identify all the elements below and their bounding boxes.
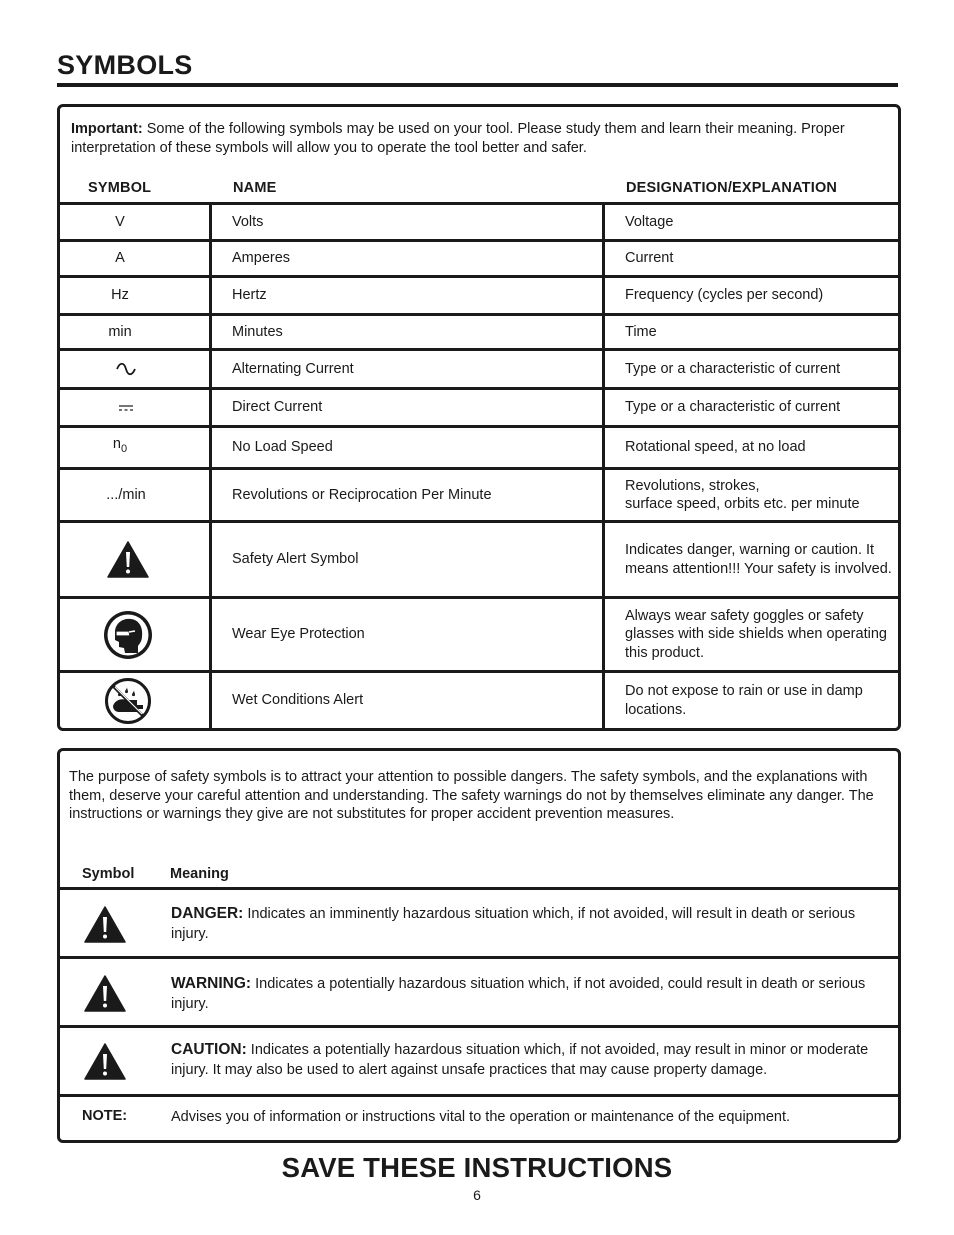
symbol-name: Alternating Current <box>232 360 354 377</box>
symbol-text: V <box>115 213 125 230</box>
table-row <box>60 599 898 670</box>
header-meaning: Meaning <box>170 866 229 882</box>
safety-intro: The purpose of safety symbols is to attract your attention to possible dangers. The safety symbols, and the explanations with them, deserve your careful attention and understanding. The safety warnings do not by themselves eliminate any danger. The instructions or warnings they give are not substitutes for proper accident prevention measures. <box>69 769 874 822</box>
wet-conditions-icon <box>105 678 151 724</box>
eye-protection-icon <box>102 609 154 661</box>
page-number: 6 <box>473 1187 481 1203</box>
table-row <box>60 673 898 728</box>
symbol-desc: Always wear safety goggles or safety glasses with side shields when operating this product. <box>625 607 887 661</box>
symbol-name: Hertz <box>232 287 267 304</box>
symbol-name: Volts <box>232 213 264 230</box>
header-designation: DESIGNATION/EXPLANATION <box>626 180 838 196</box>
symbol-subscript: 0 <box>120 442 128 455</box>
safety-alert-icon <box>107 541 149 578</box>
danger-text: Indicates an imminently hazardous situation which, if not avoided, will result in death or serious injury. <box>171 906 856 942</box>
symbol-desc: Indicates danger, warning or caution. It means attention!!! Your safety is involved. <box>625 542 892 577</box>
table-row <box>60 470 898 520</box>
warning-row <box>60 959 898 1025</box>
symbol-desc: Frequency (cycles per second) <box>625 287 824 304</box>
caution-text: Indicates a potentially hazardous situation which, if not avoided, may result in minor or moderate injury. It may also be used to alert against unsafe practices that may cause property damage. <box>171 1042 869 1078</box>
symbol-text: A <box>115 250 125 267</box>
danger-row <box>60 890 898 956</box>
table-row <box>60 205 898 239</box>
safety-alert-icon <box>84 1043 126 1080</box>
symbol-desc-line: Revolutions, strokes, <box>625 477 760 494</box>
title-rule <box>57 83 898 87</box>
symbol-desc-line: surface speed, orbits etc. per minute <box>625 496 860 512</box>
note-label: NOTE: <box>82 1108 128 1124</box>
direct-current-icon <box>118 404 134 412</box>
note-row <box>60 1097 898 1140</box>
symbols-table-box <box>57 104 901 731</box>
header-symbol: SYMBOL <box>88 180 152 196</box>
symbol-text: min <box>108 323 132 340</box>
safety-symbols-box <box>57 748 901 1143</box>
table-row <box>60 428 898 467</box>
caution-label: CAUTION: <box>171 1041 247 1058</box>
symbol-name: Revolutions or Reciprocation Per Minute <box>232 486 492 503</box>
table-row <box>60 278 898 313</box>
warning-label: WARNING: <box>171 975 252 992</box>
important-text: Some of the following symbols may be used on your tool. Please study them and learn their meaning. Proper interpretation of these symbols will allow you to operate the tool better and safer. <box>71 121 845 156</box>
symbol-desc: Time <box>625 323 657 340</box>
symbol-n: n <box>112 435 121 452</box>
symbol-desc: Current <box>625 250 674 267</box>
table-row <box>60 390 898 425</box>
symbol-text: Hz <box>111 287 129 304</box>
page-title: SYMBOLS <box>57 50 193 80</box>
symbol-name: Safety Alert Symbol <box>232 551 359 568</box>
symbol-name: No Load Speed <box>232 439 333 456</box>
important-label: Important: <box>71 121 143 137</box>
header-name: NAME <box>233 180 277 196</box>
save-instructions-title: SAVE THESE INSTRUCTIONS <box>281 1152 673 1183</box>
symbol-desc: Do not expose to rain or use in damp locations. <box>625 683 863 718</box>
table-row <box>60 351 898 387</box>
symbol-name: Wear Eye Protection <box>232 626 365 643</box>
symbol-desc: Rotational speed, at no load <box>625 439 806 456</box>
table-row <box>60 316 898 348</box>
alternating-current-icon <box>115 362 137 376</box>
warning-text: Indicates a potentially hazardous situation which, if not avoided, could result in death or serious injury. <box>171 976 866 1012</box>
caution-row <box>60 1028 898 1094</box>
symbol-desc: Type or a characteristic of current <box>625 399 841 416</box>
symbol-name: Direct Current <box>232 399 323 416</box>
note-text: Advises you of information or instructions vital to the operation or maintenance of the equipment. <box>171 1109 791 1125</box>
symbol-desc: Voltage <box>625 213 674 230</box>
symbol-name: Wet Conditions Alert <box>232 692 364 709</box>
symbol-text: .../min <box>106 486 146 503</box>
table-row <box>60 523 898 596</box>
symbol-desc: Type or a characteristic of current <box>625 360 841 377</box>
safety-alert-icon <box>84 975 126 1012</box>
symbol-text <box>113 435 127 455</box>
safety-alert-icon <box>84 906 126 943</box>
symbol-name: Amperes <box>232 250 291 267</box>
table-row <box>60 242 898 275</box>
danger-label: DANGER: <box>171 905 244 922</box>
header-symbol: Symbol <box>82 866 135 882</box>
symbol-name: Minutes <box>232 323 283 340</box>
important-note <box>71 120 896 157</box>
